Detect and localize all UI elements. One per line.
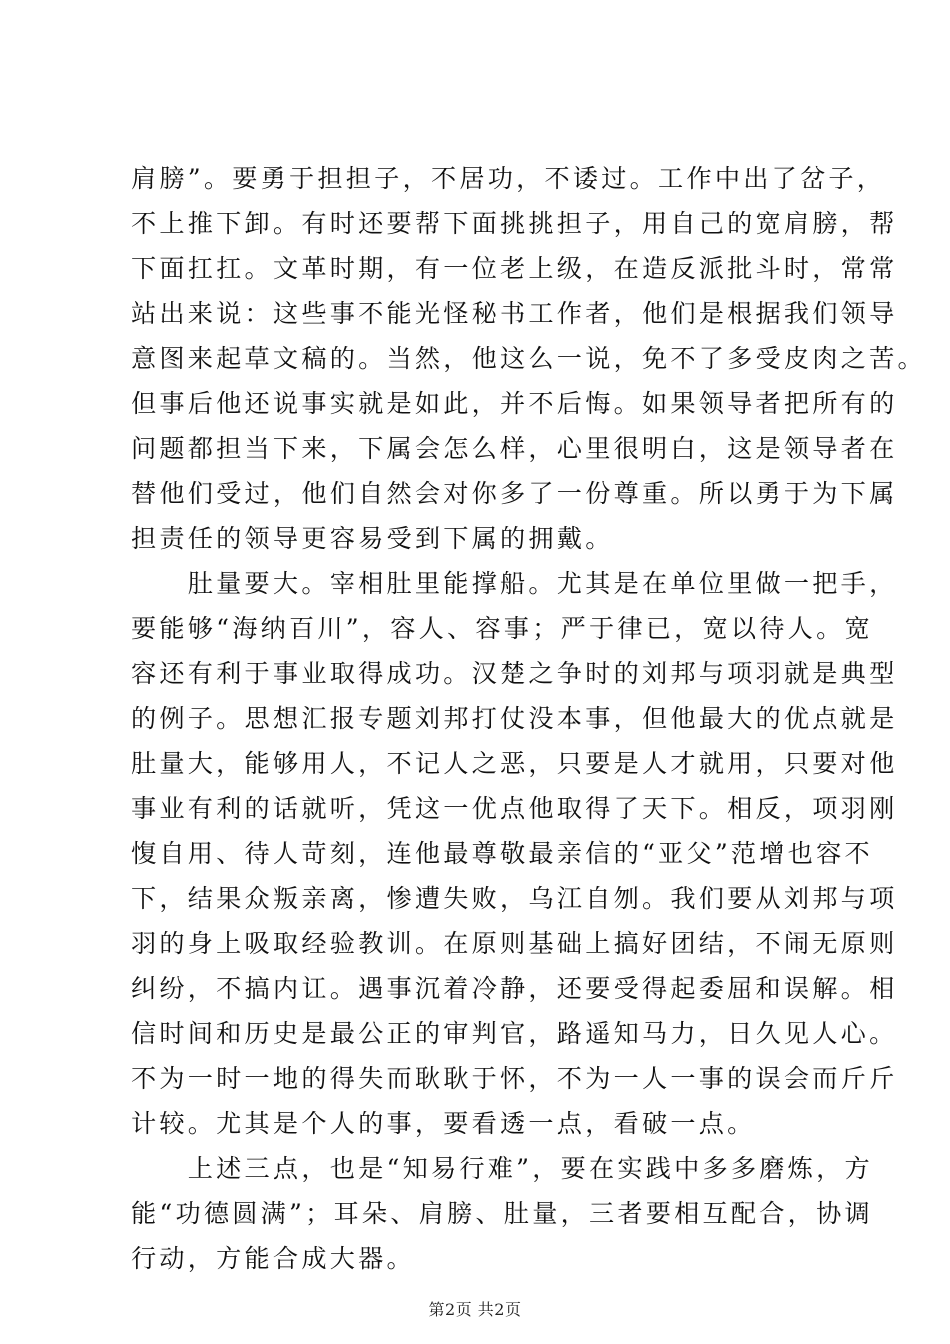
text-line: 羽的身上吸取经验教训。在原则基础上搞好团结，不闹无原则 <box>131 929 898 958</box>
text-line: 问题都担当下来，下属会怎么样，心里很明白，这是领导者在 <box>131 434 898 463</box>
text-line: 能“功德圆满”；耳朵、肩膀、肚量，三者要相互配合，协调 <box>131 1199 873 1228</box>
text-line: 下面扛扛。文革时期，有一位老上级，在造反派批斗时，常常 <box>131 254 898 283</box>
text-line: 容还有利于事业取得成功。汉楚之争时的刘邦与项羽就是典型 <box>131 659 898 688</box>
text-line: 纠纷，不搞内讧。遇事沉着冷静，还要受得起委屈和误解。相 <box>131 974 898 1003</box>
text-line: 下，结果众叛亲离，惨遭失败，乌江自刎。我们要从刘邦与项 <box>131 884 898 913</box>
page-footer: 第2页 共2页 <box>428 1300 522 1319</box>
text-line: 上述三点，也是“知易行难”，要在实践中多多磨炼，方 <box>131 1154 873 1183</box>
text-line: 肩膀”。要勇于担担子，不居功，不诿过。工作中出了岔子， <box>131 164 886 193</box>
text-line: 意图来起草文稿的。当然，他这么一说，免不了多受皮肉之苦。 <box>131 344 926 373</box>
text-line: 担责任的领导更容易受到下属的拥戴。 <box>131 524 614 553</box>
text-line: 事业有利的话就听，凭这一优点他取得了天下。相反，项羽刚 <box>131 794 898 823</box>
text-line: 要能够“海纳百川”，容人、容事；严于律已，宽以待人。宽 <box>131 614 873 643</box>
text-line: 的例子。思想汇报专题刘邦打仗没本事，但他最大的优点就是 <box>131 704 898 733</box>
text-line: 替他们受过，他们自然会对你多了一份尊重。所以勇于为下属 <box>131 479 898 508</box>
text-line: 肚量要大。宰相肚里能撑船。尤其是在单位里做一把手， <box>131 569 898 598</box>
text-line: 计较。尤其是个人的事，要看透一点，看破一点。 <box>131 1109 756 1138</box>
text-line: 肚量大，能够用人，不记人之恶，只要是人才就用，只要对他 <box>131 749 898 778</box>
text-line: 愎自用、待人苛刻，连他最尊敬最亲信的“亚父”范增也容不 <box>131 839 873 868</box>
text-line: 不上推下卸。有时还要帮下面挑挑担子，用自己的宽肩膀，帮 <box>131 209 898 238</box>
text-line: 站出来说：这些事不能光怪秘书工作者，他们是根据我们领导 <box>131 299 898 328</box>
text-line: 信时间和历史是最公正的审判官，路遥知马力，日久见人心。 <box>131 1019 898 1048</box>
text-line: 不为一时一地的得失而耿耿于怀，不为一人一事的误会而斤斤 <box>131 1064 898 1093</box>
body-text <box>131 156 926 1281</box>
text-line: 但事后他还说事实就是如此，并不后悔。如果领导者把所有的 <box>131 389 898 418</box>
text-line: 行动，方能合成大器。 <box>131 1244 415 1273</box>
